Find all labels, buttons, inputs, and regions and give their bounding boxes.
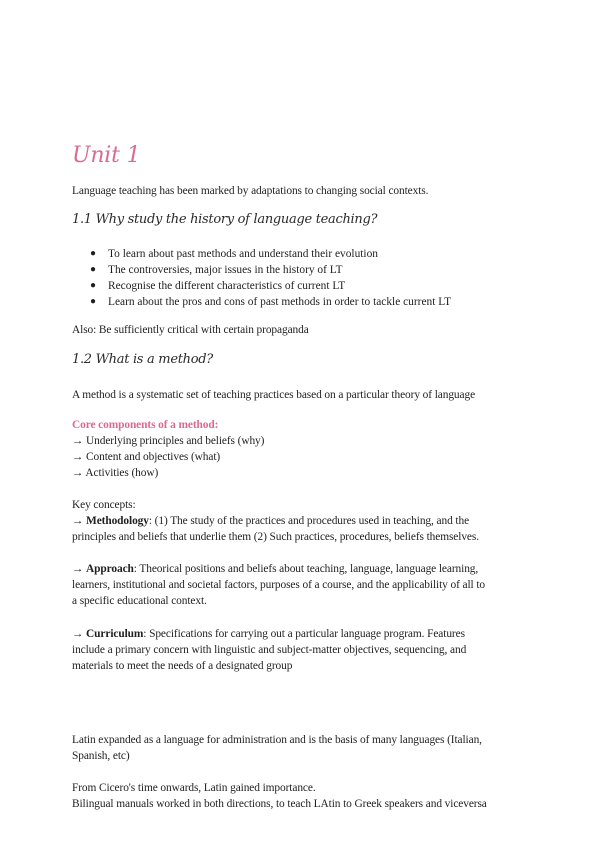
latin-line-1: Latin expanded as a language for administration and is the basis of many languages (Italian, bbox=[72, 734, 482, 746]
reasons-list bbox=[90, 246, 451, 310]
cicero-paragraph: From Cicero's time onwards, Latin gained importance. bbox=[72, 782, 316, 794]
approach-line-2: learners, institutional and societal factors, purposes of a course, and the applicability of all to bbox=[72, 579, 486, 591]
approach-term: Approach bbox=[86, 563, 134, 575]
list-item: ● Learn about the pros and cons of past methods in order to tackle current LT bbox=[90, 296, 452, 308]
curriculum-line-1: → Curriculum: Specifications for carrying out a particular language program. Features bbox=[72, 628, 465, 640]
page-title: Unit 1 bbox=[72, 143, 141, 168]
curriculum-line-3: materials to meet the needs of a designated group bbox=[72, 660, 293, 672]
methodology-term: Methodology bbox=[86, 515, 149, 527]
core-item-what: → Content and objectives (what) bbox=[72, 451, 221, 463]
curriculum-line-2: include a primary concern with linguistic and subject-matter objectives, sequencing, and bbox=[72, 644, 467, 656]
method-definition: A method is a systematic set of teaching practices based on a particular theory of language bbox=[72, 389, 476, 401]
core-item-how: → Activities (how) bbox=[72, 467, 159, 479]
intro-paragraph: Language teaching has been marked by adaptations to changing social contexts. bbox=[72, 185, 429, 197]
section-1-heading: 1.1 Why study the history of language teaching? bbox=[72, 212, 378, 227]
bullet-icon: ● bbox=[90, 280, 97, 291]
methodology-line-2: principles and beliefs that underlie them (2) Such practices, procedures, beliefs themselves. bbox=[72, 531, 479, 543]
curriculum-term: Curriculum bbox=[86, 628, 144, 640]
bullet-icon: ● bbox=[90, 296, 97, 307]
list-item: ● Recognise the different characteristics of current LT bbox=[90, 280, 346, 292]
core-components-heading: Core components of a method: bbox=[72, 419, 219, 431]
bullet-icon: ● bbox=[90, 264, 97, 275]
latin-line-2: Spanish, etc) bbox=[72, 750, 130, 762]
bilingual-paragraph: Bilingual manuals worked in both directions, to teach LAtin to Greek speakers and viceversa bbox=[72, 798, 487, 810]
methodology-line-1: → Methodology: (1) The study of the practices and procedures used in teaching, and the bbox=[72, 515, 470, 527]
section-2-heading: 1.2 What is a method? bbox=[72, 352, 213, 367]
also-note: Also: Be sufficiently critical with certain propaganda bbox=[72, 324, 309, 336]
core-item-why: → Underlying principles and beliefs (why) bbox=[72, 435, 265, 447]
list-item: ● To learn about past methods and understand their evolution bbox=[90, 248, 378, 260]
approach-line-1: → Approach: Theorical positions and beliefs about teaching, language, language learning, bbox=[72, 563, 479, 575]
list-item: ● The controversies, major issues in the history of LT bbox=[90, 264, 343, 276]
bullet-icon: ● bbox=[90, 248, 97, 259]
key-concepts-label: Key concepts: bbox=[72, 499, 136, 511]
approach-line-3: a specific educational context. bbox=[72, 595, 207, 607]
